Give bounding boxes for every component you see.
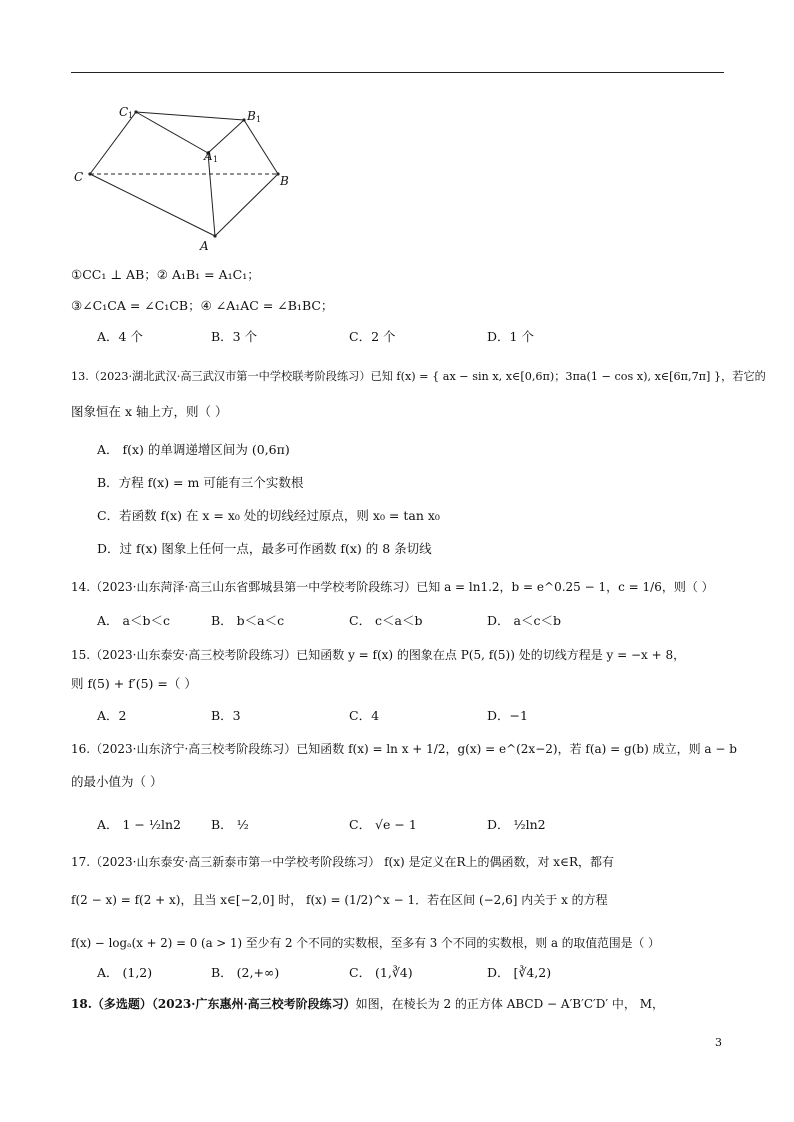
q15-options xyxy=(97,707,697,725)
q16-stem-2: 的最小值为（ ） xyxy=(71,774,163,789)
q17-option-b[interactable]: B． (2,+∞) xyxy=(211,965,280,980)
svg-text:1: 1 xyxy=(256,115,262,124)
q14-option-d[interactable]: D． a＜c＜b xyxy=(487,613,561,628)
q13-option-d[interactable]: D．过 f(x) 图象上任何一点，最多可作函数 f(x) 的 8 条切线 xyxy=(97,541,432,556)
q13-option-b[interactable]: B．方程 f(x) = m 可能有三个实数根 xyxy=(97,475,304,490)
label-c: C xyxy=(74,170,84,184)
edge-c1c xyxy=(90,112,136,174)
q12-option-c[interactable]: C．2 个 xyxy=(349,329,396,344)
q17-option-c[interactable]: C． (1,∛4) xyxy=(349,965,413,980)
q14-options xyxy=(97,612,697,630)
q16-option-b[interactable]: B． ½ xyxy=(211,817,249,832)
q17-stem-2: f(2 − x) = f(2 + x)，且当 x∈[−2,0] 时， f(x) = (1/2)^x − 1．若在区间 (−2,6] 内关于 x 的方程 xyxy=(71,893,608,907)
q12-statements-2: ③∠C₁CA = ∠C₁CB；④ ∠A₁AC = ∠B₁BC； xyxy=(71,298,334,313)
label-b1: B xyxy=(247,109,256,123)
q16-stem-1: 16.（2023·山东济宁·高三校考阶段练习）已知函数 f(x) = ln x + 1/2，g(x) = e^(2x−2)，若 f(a) = g(b) 成立，则 a − b xyxy=(71,742,737,756)
edge-b1a1 xyxy=(208,120,244,153)
q15-stem-2: 则 f(5) + f′(5) =（ ） xyxy=(71,676,197,691)
q16-option-d[interactable]: D． ½ln2 xyxy=(487,817,546,832)
edge-b1b xyxy=(244,120,278,174)
edge-c1b1 xyxy=(136,112,244,120)
q14-option-a[interactable]: A． a＜b＜c xyxy=(97,613,170,628)
q15-option-d[interactable]: D．−1 xyxy=(487,708,528,723)
label-a1: A xyxy=(204,149,213,163)
label-b: B xyxy=(280,174,289,188)
q16-options xyxy=(97,816,697,834)
q17-stem-1: 17.（2023·山东泰安·高三新泰市第一中学校考阶段练习） f(x) 是定义在R上的偶函数，对 x∈R，都有 xyxy=(71,855,614,869)
q12-options xyxy=(97,328,697,346)
q18-stem-text: 如图，在棱长为 2 的正方体 ABCD − A′B′C′D′ 中， M， xyxy=(355,997,665,1011)
q13-stem-1: 13.（2023·湖北武汉·高三武汉市第一中学校联考阶段练习）已知 f(x) = { ax − sin x, x∈[0,6π)；3πa(1 − cos x), x∈[6π,7π] }，若它的 xyxy=(71,370,766,383)
q17-option-d[interactable]: D． [∛4,2) xyxy=(487,965,552,980)
q16-option-a[interactable]: A． 1 − ½ln2 xyxy=(97,817,181,832)
q13-stem-2: 图象恒在 x 轴上方，则（ ） xyxy=(71,404,228,419)
q17-options xyxy=(97,964,697,982)
prism-figure xyxy=(70,98,310,258)
q13-option-c[interactable]: C．若函数 f(x) 在 x = x₀ 处的切线经过原点，则 x₀ = tan x₀ xyxy=(97,508,440,523)
prism-diagram xyxy=(70,98,310,258)
edge-ba xyxy=(215,174,278,236)
svg-text:1: 1 xyxy=(128,111,134,120)
q14-option-c[interactable]: C． c＜a＜b xyxy=(349,613,423,628)
svg-text:1: 1 xyxy=(213,155,219,164)
q13-option-a[interactable]: A． f(x) 的单调递增区间为 (0,6π) xyxy=(97,442,290,457)
label-a: A xyxy=(200,239,209,253)
q15-option-c[interactable]: C．4 xyxy=(349,708,380,723)
q12-option-b[interactable]: B．3 个 xyxy=(211,329,258,344)
page-number: 3 xyxy=(715,1036,722,1049)
q17-option-a[interactable]: A． (1,2) xyxy=(97,965,153,980)
q14-stem: 14.（2023·山东菏泽·高三山东省鄄城县第一中学校考阶段练习）已知 a = ln1.2，b = e^0.25 − 1，c = 1/6，则（ ） xyxy=(71,580,714,594)
q18-stem xyxy=(71,995,664,1013)
q18-prefix: 18.（多选题）（2023·广东惠州·高三校考阶段练习） xyxy=(71,997,356,1011)
q16-option-c[interactable]: C． √e − 1 xyxy=(349,817,417,832)
edge-c1a1 xyxy=(136,112,208,153)
q15-option-a[interactable]: A．2 xyxy=(97,708,127,723)
q17-stem-3: f(x) − logₐ(x + 2) = 0 (a > 1) 至少有 2 个不同的实数根，至多有 3 个不同的实数根，则 a 的取值范围是（ ） xyxy=(71,936,660,950)
q14-option-b[interactable]: B． b＜a＜c xyxy=(211,613,285,628)
q12-option-a[interactable]: A．4 个 xyxy=(97,329,143,344)
edge-a1a xyxy=(208,153,215,236)
header-rule xyxy=(71,72,724,73)
q15-option-b[interactable]: B．3 xyxy=(211,708,241,723)
q15-stem-1: 15.（2023·山东泰安·高三校考阶段练习）已知函数 y = f(x) 的图象在点 P(5, f(5)) 处的切线方程是 y = −x + 8， xyxy=(71,648,686,662)
q12-option-d[interactable]: D．1 个 xyxy=(487,329,534,344)
label-c1: C xyxy=(119,105,129,119)
q12-statements-1: ①CC₁ ⊥ AB；② A₁B₁ = A₁C₁； xyxy=(71,267,260,282)
edge-ca xyxy=(90,174,215,236)
